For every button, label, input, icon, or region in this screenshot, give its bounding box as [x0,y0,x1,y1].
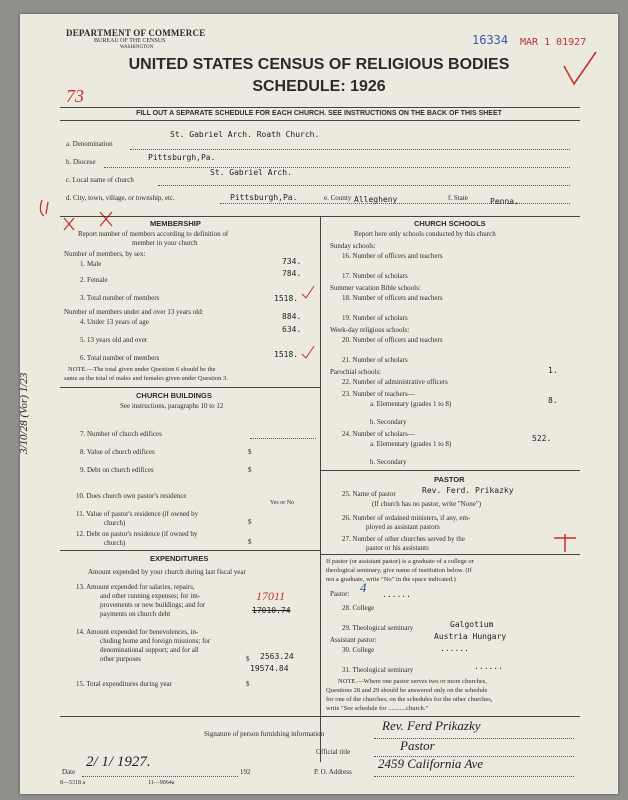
q13-label-d: payments on church debt [100,610,171,618]
assistant-value: Austria Hungary [434,632,507,641]
q31-dots: ...... [474,662,503,671]
expenditures-title: EXPENDITURES [150,554,209,563]
pastor-note4: write "See schedule for ...........church." [326,705,429,712]
q18-label: 18. Number of officers and teachers [342,294,443,302]
q13-hand-value: 17011 [256,589,286,603]
schools-sub: Report here only schools conducted by this church [354,230,496,238]
summer-label: Summer vacation Bible schools: [330,284,421,292]
q14-label-a: 14. Amount expended for benevolences, in- [76,628,199,636]
q11-label-a: 11. Value of pastor's residence (if owned by [76,510,199,518]
q14-label-d: other purposes [100,655,142,663]
state-value: Penna. [490,197,519,206]
q5-label: 5. 13 years old and over [80,336,148,344]
local-name-label: c. Local name of church [66,176,134,184]
q11-dollar: $ [248,518,252,526]
q25-note: (If church has no pastor, write "None") [372,500,482,508]
q12-label-a: 12. Debt on pastor's residence (if owned by [76,530,198,538]
print-code-1: 8—5318 a [60,780,86,786]
yes-no-label: Yes or No [270,500,295,506]
membership-sub2: member in your church [132,239,198,247]
print-code-2: 11—9064a [148,780,175,786]
membership-note1: NOTE.—The total given under Question 6 should be the [68,366,216,373]
q14-dollar: $ [246,655,250,663]
pastor-hand-mark: 4 [360,580,367,595]
form-instruction: FILL OUT A SEPARATE SCHEDULE FOR EACH CHURCH. SEE INSTRUCTIONS ON THE BACK OF THIS SHEET [136,110,502,117]
q8-label: 8. Value of church edifices [80,448,155,456]
q16-label: 16. Number of officers and teachers [342,252,443,260]
expenditures-sub: Amount expended by your church during last fiscal year [88,568,246,576]
pastor-note3: for one of the churches; on the schedules for the other churches, [326,696,493,703]
official-title-value: Pastor [400,738,435,753]
form-schedule: SCHEDULE: 1926 [252,78,386,95]
q29-label: 29. Theological seminary [342,624,414,632]
q24b-label: b. Secondary [370,458,407,466]
parochial-label: Parochial schools: [330,368,382,376]
stamp-date: MAR 1 01927 [520,37,587,48]
q25-label: 25. Name of pastor [342,490,396,498]
parochial-value: 1. [548,366,558,375]
q23a-label: a. Elementary (grades 1 to 8) [370,400,452,408]
q13-value: 17010.74 [252,606,291,615]
q19-label: 19. Number of scholars [342,314,408,322]
q24-label: 24. Number of scholars— [342,430,415,438]
q2-label: 2. Female [80,276,108,284]
address-label: P. O. Address [314,768,352,776]
sunday-label: Sunday schools: [330,242,376,250]
q27-label-b: pastor or his assistants [366,544,429,552]
members-by-sex-label: Number of members, by sex: [64,250,146,258]
q24a-value: 522. [532,434,552,443]
schools-title: CHURCH SCHOOLS [414,219,486,228]
assistant-label: Assistant pastor: [330,636,377,644]
q1-label: 1. Male [80,260,102,268]
q27-label-a: 27. Number of other churches served by the [342,535,465,543]
age-label: Number of members under and over 13 years old: [64,308,204,316]
q26-label-a: 26. Number of ordained ministers, if any, em- [342,514,471,522]
q26-label-b: ployed as assistant pastors [366,523,440,531]
pastor-title: PASTOR [434,475,465,484]
official-title-label: Official title [316,748,351,756]
q13-label-b: and other running expenses; for im- [100,592,201,600]
q1-value: 734. [282,257,302,266]
city-label: d. City, town, village, or township, etc. [66,194,175,202]
q14-label-c: denominational support; and for all [100,646,199,654]
q6-label: 6. Total number of members [80,354,160,362]
form-title: UNITED STATES CENSUS OF RELIGIOUS BODIES [128,56,510,73]
local-name-value: St. Gabriel Arch. [210,168,292,177]
red-number: 73 [66,86,84,106]
address-value: 2459 California Ave [378,756,484,771]
q9-dollar: $ [248,466,252,474]
denomination-value: St. Gabriel Arch. Roath Church. [170,130,320,139]
bureau-label: BUREAU OF THE CENSUS [94,38,166,44]
date-label: Date [62,768,76,776]
washington-label: WASHINGTON [120,45,154,50]
membership-sub1: Report number of members according to definition of [78,230,229,238]
date-suffix: 192 [240,768,251,776]
q21-label: 21. Number of scholars [342,356,408,364]
q15-label: 15. Total expenditures during year [76,680,172,688]
q15-value: 19574.84 [250,664,289,673]
q22-label: 22. Number of administrative officers [342,378,448,386]
red-mark-icon [550,532,580,554]
diocese-label: b. Diocese [66,158,96,166]
q24a-label: a. Elementary (grades 1 to 8) [370,440,452,448]
q8-dollar: $ [248,448,252,456]
signature-value: Rev. Ferd Prikazky [382,718,481,733]
q17-label: 17. Number of scholars [342,272,408,280]
q4-label: 4. Under 13 years of age [80,318,149,326]
q15-dollar: $ [246,680,250,688]
q6-value: 1518. [274,350,299,359]
q29-value: Galgotium [450,620,494,629]
county-label: e. County [324,194,352,202]
red-check-marks-icon [300,284,320,364]
q25-value: Rev. Ferd. Prikazky [422,486,514,495]
census-schedule-form [20,14,618,794]
q23-label: 23. Number of teachers— [342,390,415,398]
department-label: DEPARTMENT OF COMMERCE [66,28,206,38]
membership-title: MEMBERSHIP [150,219,201,228]
q10-label: 10. Does church own pastor's residence [76,492,187,500]
buildings-title: CHURCH BUILDINGS [136,391,212,400]
q28-label: 28. College [342,604,375,612]
pastor-dots: ...... [382,590,411,599]
q7-label: 7. Number of church edifices [80,430,162,438]
city-value: Pittsburgh,Pa. [230,193,298,202]
pastor-note1: NOTE.—Where one pastor serves two or more churches, [338,678,487,685]
q9-label: 9. Debt on church edifices [80,466,154,474]
q12-dollar: $ [248,538,252,546]
q13-label-c: provements or new buildings; and for [100,601,206,609]
q2-value: 784. [282,269,302,278]
graduate-note2: theological seminary, give name of institution below. (If [326,567,472,574]
graduate-note3: not a graduate, write "No" in the space indicated.) [326,576,456,583]
signature-label: Signature of person furnishing information [204,730,325,738]
q30-label: 30. College [342,646,375,654]
county-value: Allegheny [354,195,398,204]
q23b-label: b. Secondary [370,418,407,426]
state-label: f. State [448,194,468,202]
graduate-note1: If pastor (or assistant pastor) is a graduate of a college or [326,558,474,565]
q4-value: 884. [282,312,302,321]
stamp-number: 16334 [472,33,509,47]
membership-note2: same as the total of males and females given under Question 3. [64,375,228,382]
pastor-sub-label: Pastor: [330,590,350,598]
q12-label-b: church) [104,539,126,547]
date-value: 2/ 1/ 1927. [86,754,151,770]
pastor-note2: Questions 28 and 29 should be answered only on the schedule [326,687,488,694]
diocese-value: Pittsburgh,Pa. [148,153,216,162]
q23a-value: 8. [548,396,558,405]
q3-value: 1518. [274,294,299,303]
margin-note: 3/10/28 (Vor) 1/23 [18,372,30,454]
q31-label: 31. Theological seminary [342,666,414,674]
buildings-sub: See instructions, paragraphs 10 to 12 [120,402,224,410]
q11-label-b: church) [104,519,126,527]
q5-value: 634. [282,325,302,334]
q20-label: 20. Number of officers and teachers [342,336,443,344]
q13-label-a: 13. Amount expended for salaries, repairs, [76,583,195,591]
weekday-label: Week-day religious schools: [330,326,410,334]
q30-dots: ...... [440,644,469,653]
q14-value: 2563.24 [260,652,294,661]
q14-label-b: cluding home and foreign missions; for [100,637,211,645]
denomination-label: a. Denomination [66,140,113,148]
q3-label: 3. Total number of members [80,294,160,302]
